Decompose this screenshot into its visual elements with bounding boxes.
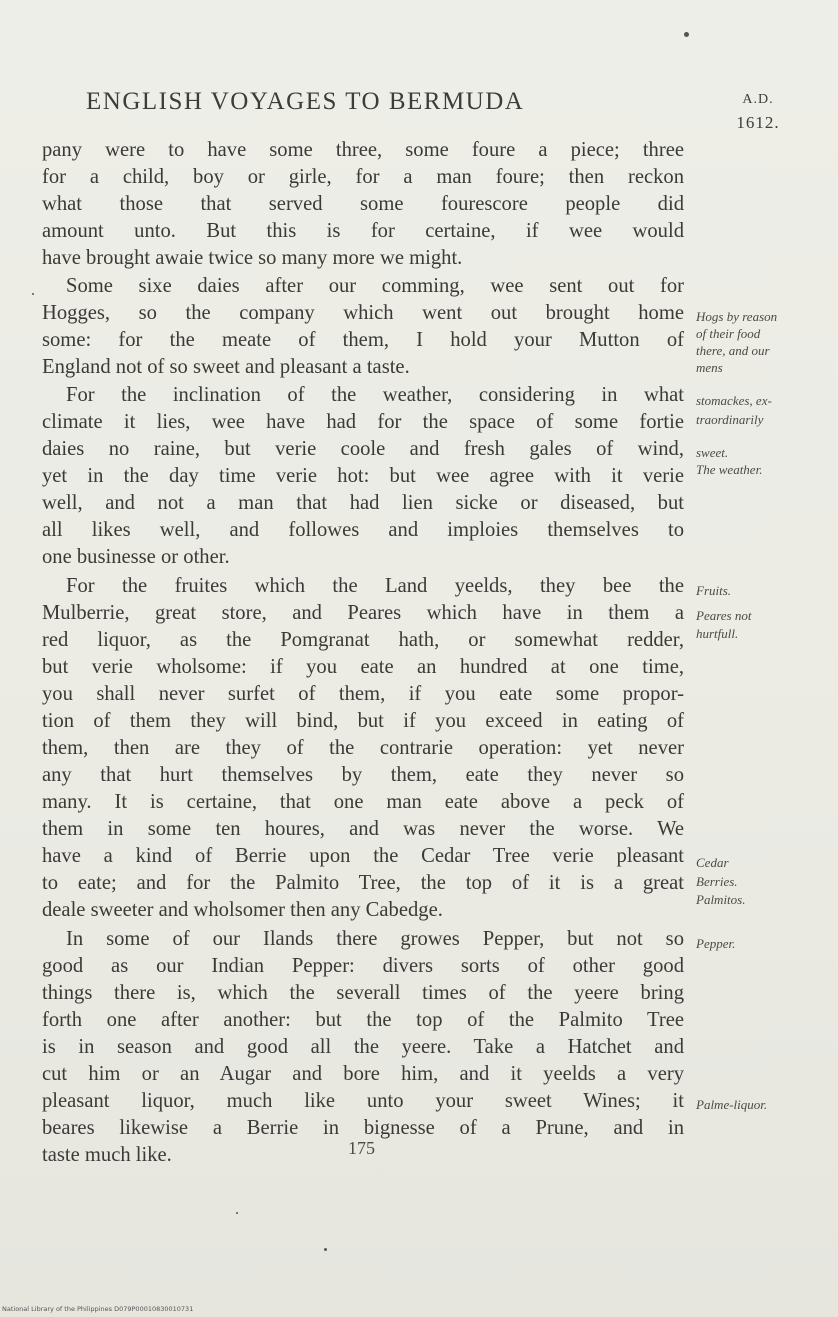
text-line: daies no raine, but verie coole and fresh gales of wind, [42, 438, 684, 460]
margin-note: hurtfull. [696, 626, 739, 641]
margin-note: mens [696, 360, 723, 375]
text-line: red liquor, as the Pomgranat hath, or somewhat redder, [42, 629, 684, 651]
text-line: all likes well, and followes and imploies themselves to [42, 519, 684, 541]
text-line: have a kind of Berrie upon the Cedar Tree verie pleasant [42, 845, 684, 867]
margin-note: there, and our [696, 343, 770, 358]
text-line: England not of so sweet and pleasant a taste. [42, 356, 410, 378]
text-line: for a child, boy or girle, for a man foure; then reckon [42, 166, 684, 188]
margin-note: Palme-liquor. [696, 1097, 768, 1112]
scan-speck [684, 32, 689, 37]
text-line: things there is, which the severall times of the yeere bring [42, 982, 684, 1004]
text-line: good as our Indian Pepper: divers sorts of other good [42, 955, 684, 977]
text-line: but verie wholsome: if you eate an hundred at one time, [42, 656, 684, 678]
margin-note: stomackes, ex- [696, 393, 772, 408]
text-line: you shall never surfet of them, if you eate some propor- [42, 683, 684, 705]
library-credit: National Library of the Philippines D079P00010830010731 [2, 1305, 194, 1313]
text-line: For the fruites which the Land yeelds, they bee the [66, 575, 684, 597]
text-line: pany were to have some three, some foure a piece; three [42, 139, 684, 161]
text-line: deale sweeter and wholsomer then any Cabedge. [42, 899, 443, 921]
margin-note: Palmitos. [696, 892, 746, 907]
scan-speck [32, 293, 34, 295]
margin-date-era: A.D. [742, 92, 774, 107]
text-line: cut him or an Augar and bore him, and it yeelds a very [42, 1063, 684, 1085]
margin-note: Berries. [696, 874, 738, 889]
page-number: 175 [348, 1138, 375, 1158]
running-head: ENGLISH VOYAGES TO BERMUDA [86, 88, 525, 115]
text-line: them in some ten houres, and was never the worse. We [42, 818, 684, 840]
margin-date-year: 1612. [736, 113, 780, 132]
text-line: yet in the day time verie hot: but wee agree with it verie [42, 465, 684, 487]
text-line: amount unto. But this is for certaine, if wee would [42, 220, 684, 242]
margin-note: Hogs by reason [696, 309, 778, 324]
text-line: pleasant liquor, much like unto your sweet Wines; it [42, 1090, 684, 1112]
text-line: tion of them they will bind, but if you exceed in eating of [42, 710, 684, 732]
margin-note: traordinarily [696, 412, 764, 427]
text-line: Hogges, so the company which went out brought home [42, 302, 684, 324]
margin-note: Peares not [696, 608, 752, 623]
text-line: them, then are they of the contrarie operation: yet never [42, 737, 684, 759]
margin-note: sweet. [696, 445, 729, 460]
text-line: is in season and good all the yeere. Take a Hatchet and [42, 1036, 684, 1058]
text-line: In some of our Ilands there growes Pepper, but not so [66, 928, 684, 950]
text-line: to eate; and for the Palmito Tree, the top of it is a great [42, 872, 684, 894]
text-line: one businesse or other. [42, 546, 230, 568]
text-line: what those that served some fourescore people did [42, 193, 684, 215]
text-line: beares likewise a Berrie in bignesse of a Prune, and in [42, 1117, 684, 1139]
scan-speck [236, 1212, 238, 1214]
text-line: some: for the meate of them, I hold your Mutton of [42, 329, 684, 351]
margin-note: of their food [696, 326, 761, 341]
margin-note: Fruits. [696, 583, 732, 598]
margin-note: Cedar [696, 855, 729, 870]
text-line: Mulberrie, great store, and Peares which have in them a [42, 602, 684, 624]
text-line: taste much like. [42, 1144, 172, 1166]
margin-note: Pepper. [696, 936, 736, 951]
margin-note: The weather. [696, 462, 763, 477]
text-line: well, and not a man that had lien sicke or diseased, but [42, 492, 684, 514]
text-line: climate it lies, wee have had for the space of some fortie [42, 411, 684, 433]
text-line: any that hurt themselves by them, eate they never so [42, 764, 684, 786]
text-line: Some sixe daies after our comming, wee sent out for [66, 275, 684, 297]
text-line: forth one after another: but the top of the Palmito Tree [42, 1009, 684, 1031]
text-line: have brought awaie twice so many more we might. [42, 247, 463, 269]
text-line: For the inclination of the weather, considering in what [66, 384, 684, 406]
text-line: many. It is certaine, that one man eate above a peck of [42, 791, 684, 813]
scan-speck [324, 1248, 327, 1251]
